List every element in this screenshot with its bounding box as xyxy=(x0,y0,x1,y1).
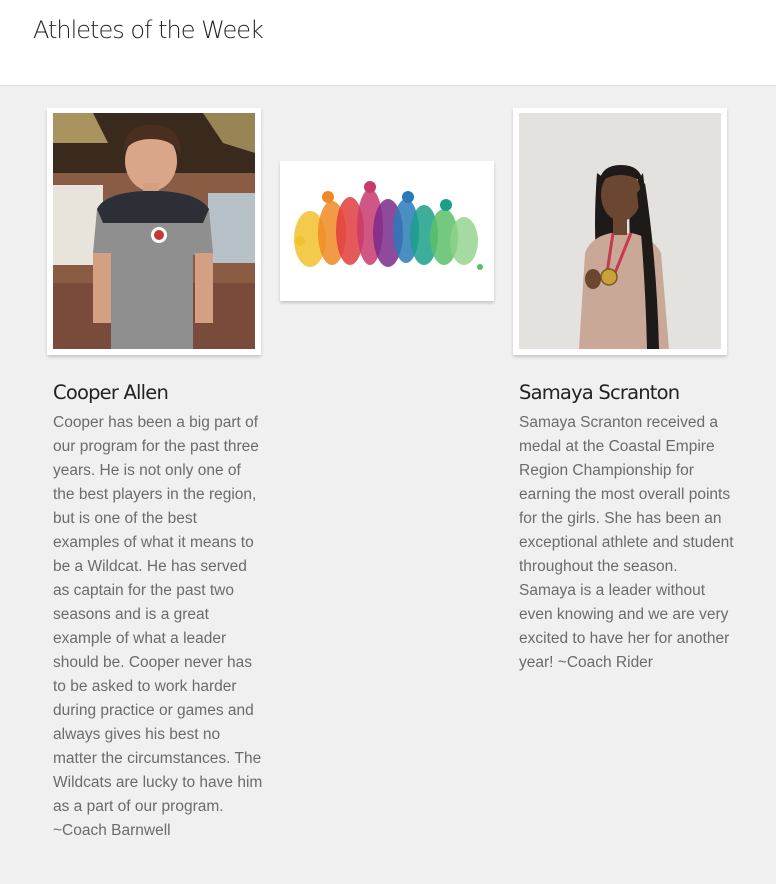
athlete-photo-frame-cooper[interactable] xyxy=(47,108,261,355)
page-header xyxy=(0,0,776,86)
athlete-name: Samaya Scranton xyxy=(519,381,680,404)
athlete-photo-samaya xyxy=(519,113,721,349)
athlete-bio: Samaya Scranton received a medal at the Coastal Empire Region Championship for earning the most overall points for the girls. She has been an exceptional athlete and student throughout the season. Samaya is a leader without even knowing and we are very excited to have her for another year! ~Coach Rider xyxy=(519,414,734,671)
sports-silhouettes-graphic xyxy=(280,161,494,301)
page-title: Athletes of the Week xyxy=(33,16,263,44)
athlete-photo-frame-samaya[interactable] xyxy=(513,108,727,355)
athlete-bio: Cooper has been a big part of our program for the past three years. He is not only one of the best players in the region, but is one of the best examples of what it means to be a Wildcat. He has served as captain for the past two seasons and is a great example of what a leader should be. Cooper never has to be asked to work harder during practice or games and always gives his best no matter the circumstances. The Wildcats are lucky to have him as a part of our program. ~Coach Barnwell xyxy=(53,414,263,839)
sports-graphic-frame[interactable] xyxy=(280,161,494,301)
athlete-name: Cooper Allen xyxy=(53,381,168,404)
athlete-photo-cooper xyxy=(53,113,255,349)
